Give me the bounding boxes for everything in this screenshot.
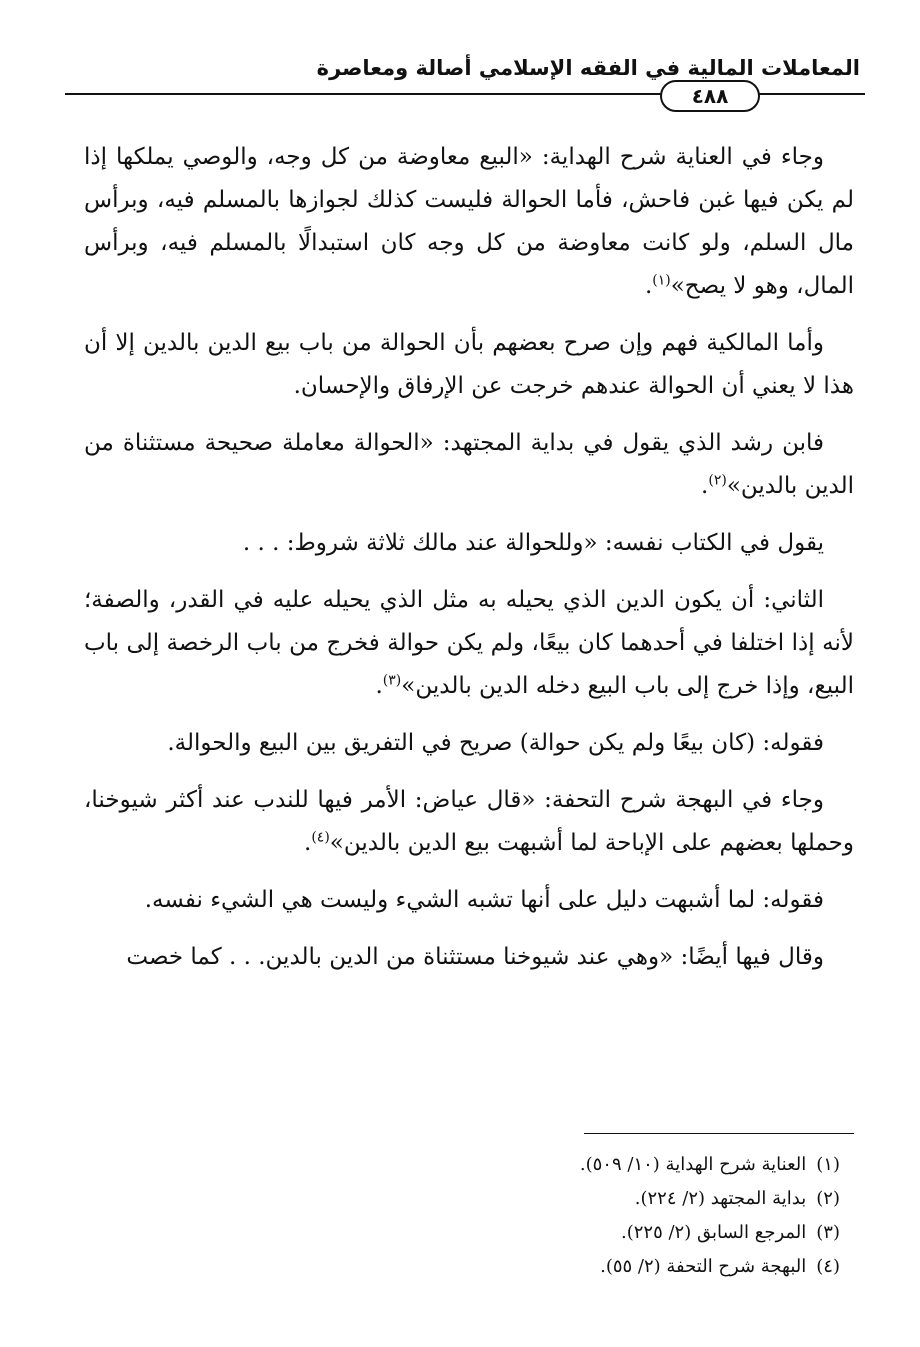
paragraph-text: فابن رشد الذي يقول في بداية المجتهد: «الحوالة معاملة صحيحة مستثناة من الدين بالدين» — [84, 430, 854, 499]
footnote-1 — [140, 1148, 840, 1182]
footnote-text: المرجع السابق (٢/ ٢٢٥). — [620, 1222, 807, 1243]
footnote-ref-2: (٢) — [708, 472, 727, 489]
running-title: المعاملات المالية في الفقه الإسلامي أصالة ومعاصرة — [316, 56, 860, 80]
footnote-number: (٤) — [816, 1256, 840, 1277]
footnote-text: بداية المجتهد (٢/ ٢٢٤). — [634, 1188, 807, 1209]
footnote-rule — [584, 1133, 854, 1134]
paragraph-text: الثاني: أن يكون الدين الذي يحيله به مثل الذي يحيله عليه في القدر، والصفة؛ لأنه إذا اختلفا في أحدهما كان بيعًا، ولم يكن حوالة فخرج من باب الرخصة إلى باب البيع، وإذا خرج إلى باب البيع دخله الدين بالدين» — [84, 587, 854, 699]
paragraph-text: وجاء في العناية شرح الهداية: «البيع معاوضة من كل وجه، والوصي يملكها إذا لم يكن فيها غبن فاحش، فأما الحوالة فليست كذلك لجوازها بالمسلم فيه، وبرأس مال السلم، ولو كانت معاوضة من كل وجه كان استبدالًا بالمسلم فيه، وبرأس المال، وهو لا يصح» — [84, 144, 854, 299]
paragraph-text: وجاء في البهجة شرح التحفة: «قال عياض: الأمر فيها للندب عند أكثر شيوخنا، وحملها بعضهم على الإباحة لما أشبهت بيع الدين بالدين» — [84, 787, 854, 856]
paragraph-4: يقول في الكتاب نفسه: «وللحوالة عند مالك ثلاثة شروط: . . . — [242, 530, 824, 556]
paragraph-6: فقوله: (كان بيعًا ولم يكن حوالة) صريح في التفريق بين البيع والحوالة. — [167, 730, 824, 756]
footnote-ref-4: (٤) — [311, 829, 330, 846]
main-text — [84, 136, 854, 993]
paragraph-3: فابن رشد الذي يقول في بداية المجتهد: «الحوالة معاملة صحيحة مستثناة من الدين بالدين»$^{(٢)}$. — [84, 430, 854, 499]
footnote-3 — [140, 1216, 840, 1250]
footnote-ref-1: (١) — [652, 272, 671, 289]
footnote-number: (١) — [816, 1154, 840, 1175]
footnote-number: (٣) — [816, 1222, 840, 1243]
paragraph-5: الثاني: أن يكون الدين الذي يحيله به مثل الذي يحيله عليه في القدر، والصفة؛ لأنه إذا اختلفا في أحدهما كان بيعًا، ولم يكن حوالة فخرج من باب الرخصة إلى باب البيع، وإذا خرج إلى باب البيع دخله الدين بالدين»$^{(٣)}$. — [84, 587, 854, 699]
footnote-text: العناية شرح الهداية (١٠/ ٥٠٩). — [579, 1154, 807, 1175]
paragraph-1: وجاء في العناية شرح الهداية: «البيع معاوضة من كل وجه، والوصي يملكها إذا لم يكن فيها غبن فاحش، فأما الحوالة فليست كذلك لجوازها بالمسلم فيه، وبرأس مال السلم، ولو كانت معاوضة من كل وجه كان استبدالًا بالمسلم فيه، وبرأس المال، وهو لا يصح»$^{(١)}$. — [84, 144, 854, 299]
footnote-number: (٢) — [816, 1188, 840, 1209]
footnote-4 — [140, 1250, 840, 1284]
paragraph-2: وأما المالكية فهم وإن صرح بعضهم بأن الحوالة من باب بيع الدين بالدين إلا أن هذا لا يعني أن الحوالة عندهم خرجت عن الإرفاق والإحسان. — [84, 330, 854, 399]
paragraph-9: وقال فيها أيضًا: «وهي عند شيوخنا مستثناة من الدين بالدين. . . كما خصت — [126, 944, 824, 970]
footnotes — [140, 1148, 840, 1284]
paragraph-7: وجاء في البهجة شرح التحفة: «قال عياض: الأمر فيها للندب عند أكثر شيوخنا، وحملها بعضهم على الإباحة لما أشبهت بيع الدين بالدين»$^{(٤)}$. — [84, 787, 854, 856]
footnote-2 — [140, 1182, 840, 1216]
page-number: ٤٨٨ — [660, 80, 760, 112]
footnote-ref-3: (٣) — [382, 672, 402, 689]
footnote-text: البهجة شرح التحفة (٢/ ٥٥). — [600, 1256, 807, 1277]
paragraph-8: فقوله: لما أشبهت دليل على أنها تشبه الشيء وليست هي الشيء نفسه. — [144, 887, 824, 913]
